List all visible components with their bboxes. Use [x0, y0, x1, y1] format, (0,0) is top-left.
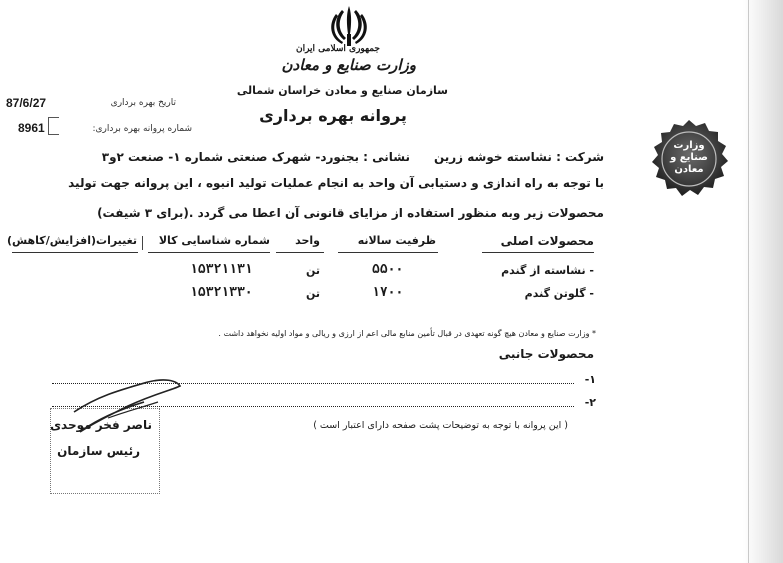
- seal-line-2: صنایع و: [670, 152, 708, 163]
- header-annual-capacity: ظرفیت سالانه: [357, 234, 436, 247]
- operation-date-value: 87/6/27: [6, 96, 47, 110]
- company-address: نشانی : بجنورد- شهرک صنعتی شماره ۱- صنعت ۲و۳: [101, 150, 410, 164]
- header-main-products: محصولات اصلی: [500, 234, 594, 248]
- company-name: شرکت : نشاسته خوشه زرین: [433, 150, 604, 164]
- license-body-line-2: محصولات زیر وبه منظور استفاده از مزایای قانونی آن اعطا می گردد .(برای ۳ شیفت): [97, 206, 604, 220]
- signatory-title: رئیس سازمان: [57, 444, 140, 458]
- republic-label: جمهوری اسلامی ایران: [295, 44, 380, 54]
- header-changes: تغییرات(افزایش/کاهش): [6, 234, 137, 247]
- header-divider: [142, 236, 143, 250]
- row-unit: تن: [305, 287, 320, 300]
- signatory-name: ناصر فخر موحدی: [50, 418, 152, 432]
- byproduct-item-1: ۱-: [584, 373, 596, 386]
- seal-line-3: معادن: [674, 164, 704, 175]
- document-title: پروانه بهره برداری: [259, 106, 407, 125]
- operation-date-label: تاریخ بهره برداری: [110, 98, 176, 108]
- row-product: - گلوتن گندم: [524, 287, 594, 300]
- seal-text: [648, 140, 730, 176]
- header-underline-changes: [12, 252, 138, 253]
- row-code: ۱۵۳۲۱۳۳۰: [190, 285, 253, 300]
- license-number-bracket: [48, 117, 59, 135]
- row-product: - نشاسته از گندم: [501, 264, 594, 277]
- header-underline-code: [148, 252, 270, 253]
- byproduct-item-2: ۲-: [584, 396, 596, 409]
- page-edge-shadow: [743, 0, 783, 563]
- seal-line-1: وزارت: [673, 140, 705, 151]
- header-underline-products: [482, 252, 594, 253]
- financial-disclaimer: * وزارت صنایع و معادن هیچ گونه تعهدی در قبال تأمین منابع مالی اعم از ارزی و ریالی و مواد اولیه نخواهد داشت .: [218, 329, 596, 338]
- header-underline-capacity: [338, 252, 438, 253]
- row-capacity: ۱۷۰۰: [372, 285, 404, 300]
- row-capacity: ۵۵۰۰: [372, 262, 404, 277]
- organization-name: سازمان صنایع و معادن خراسان شمالی: [236, 84, 448, 97]
- handwritten-signature-icon: [68, 372, 188, 442]
- row-code: ۱۵۳۲۱۱۳۱: [190, 262, 253, 277]
- license-body-line-1: با توجه به راه اندازی و دستیابی آن واحد به انجام عملیات تولید انبوه ، این پروانه جهت تولید: [68, 176, 604, 190]
- row-unit: تن: [305, 264, 320, 277]
- header-underline-unit: [276, 252, 324, 253]
- header-product-code: شماره شناسایی کالا: [158, 234, 270, 247]
- license-number-label: شماره پروانه بهره برداری:: [92, 124, 192, 134]
- byproducts-heading: محصولات جانبی: [498, 347, 594, 361]
- header-unit: واحد: [295, 234, 320, 247]
- license-number-value: 8961: [18, 121, 45, 135]
- page-fold-line: [748, 0, 749, 563]
- ministry-title: وزارت صنایع و معادن: [281, 56, 416, 74]
- validity-note: ( این پروانه با توجه به توضیحات پشت صفحه دارای اعتبار است ): [313, 420, 568, 431]
